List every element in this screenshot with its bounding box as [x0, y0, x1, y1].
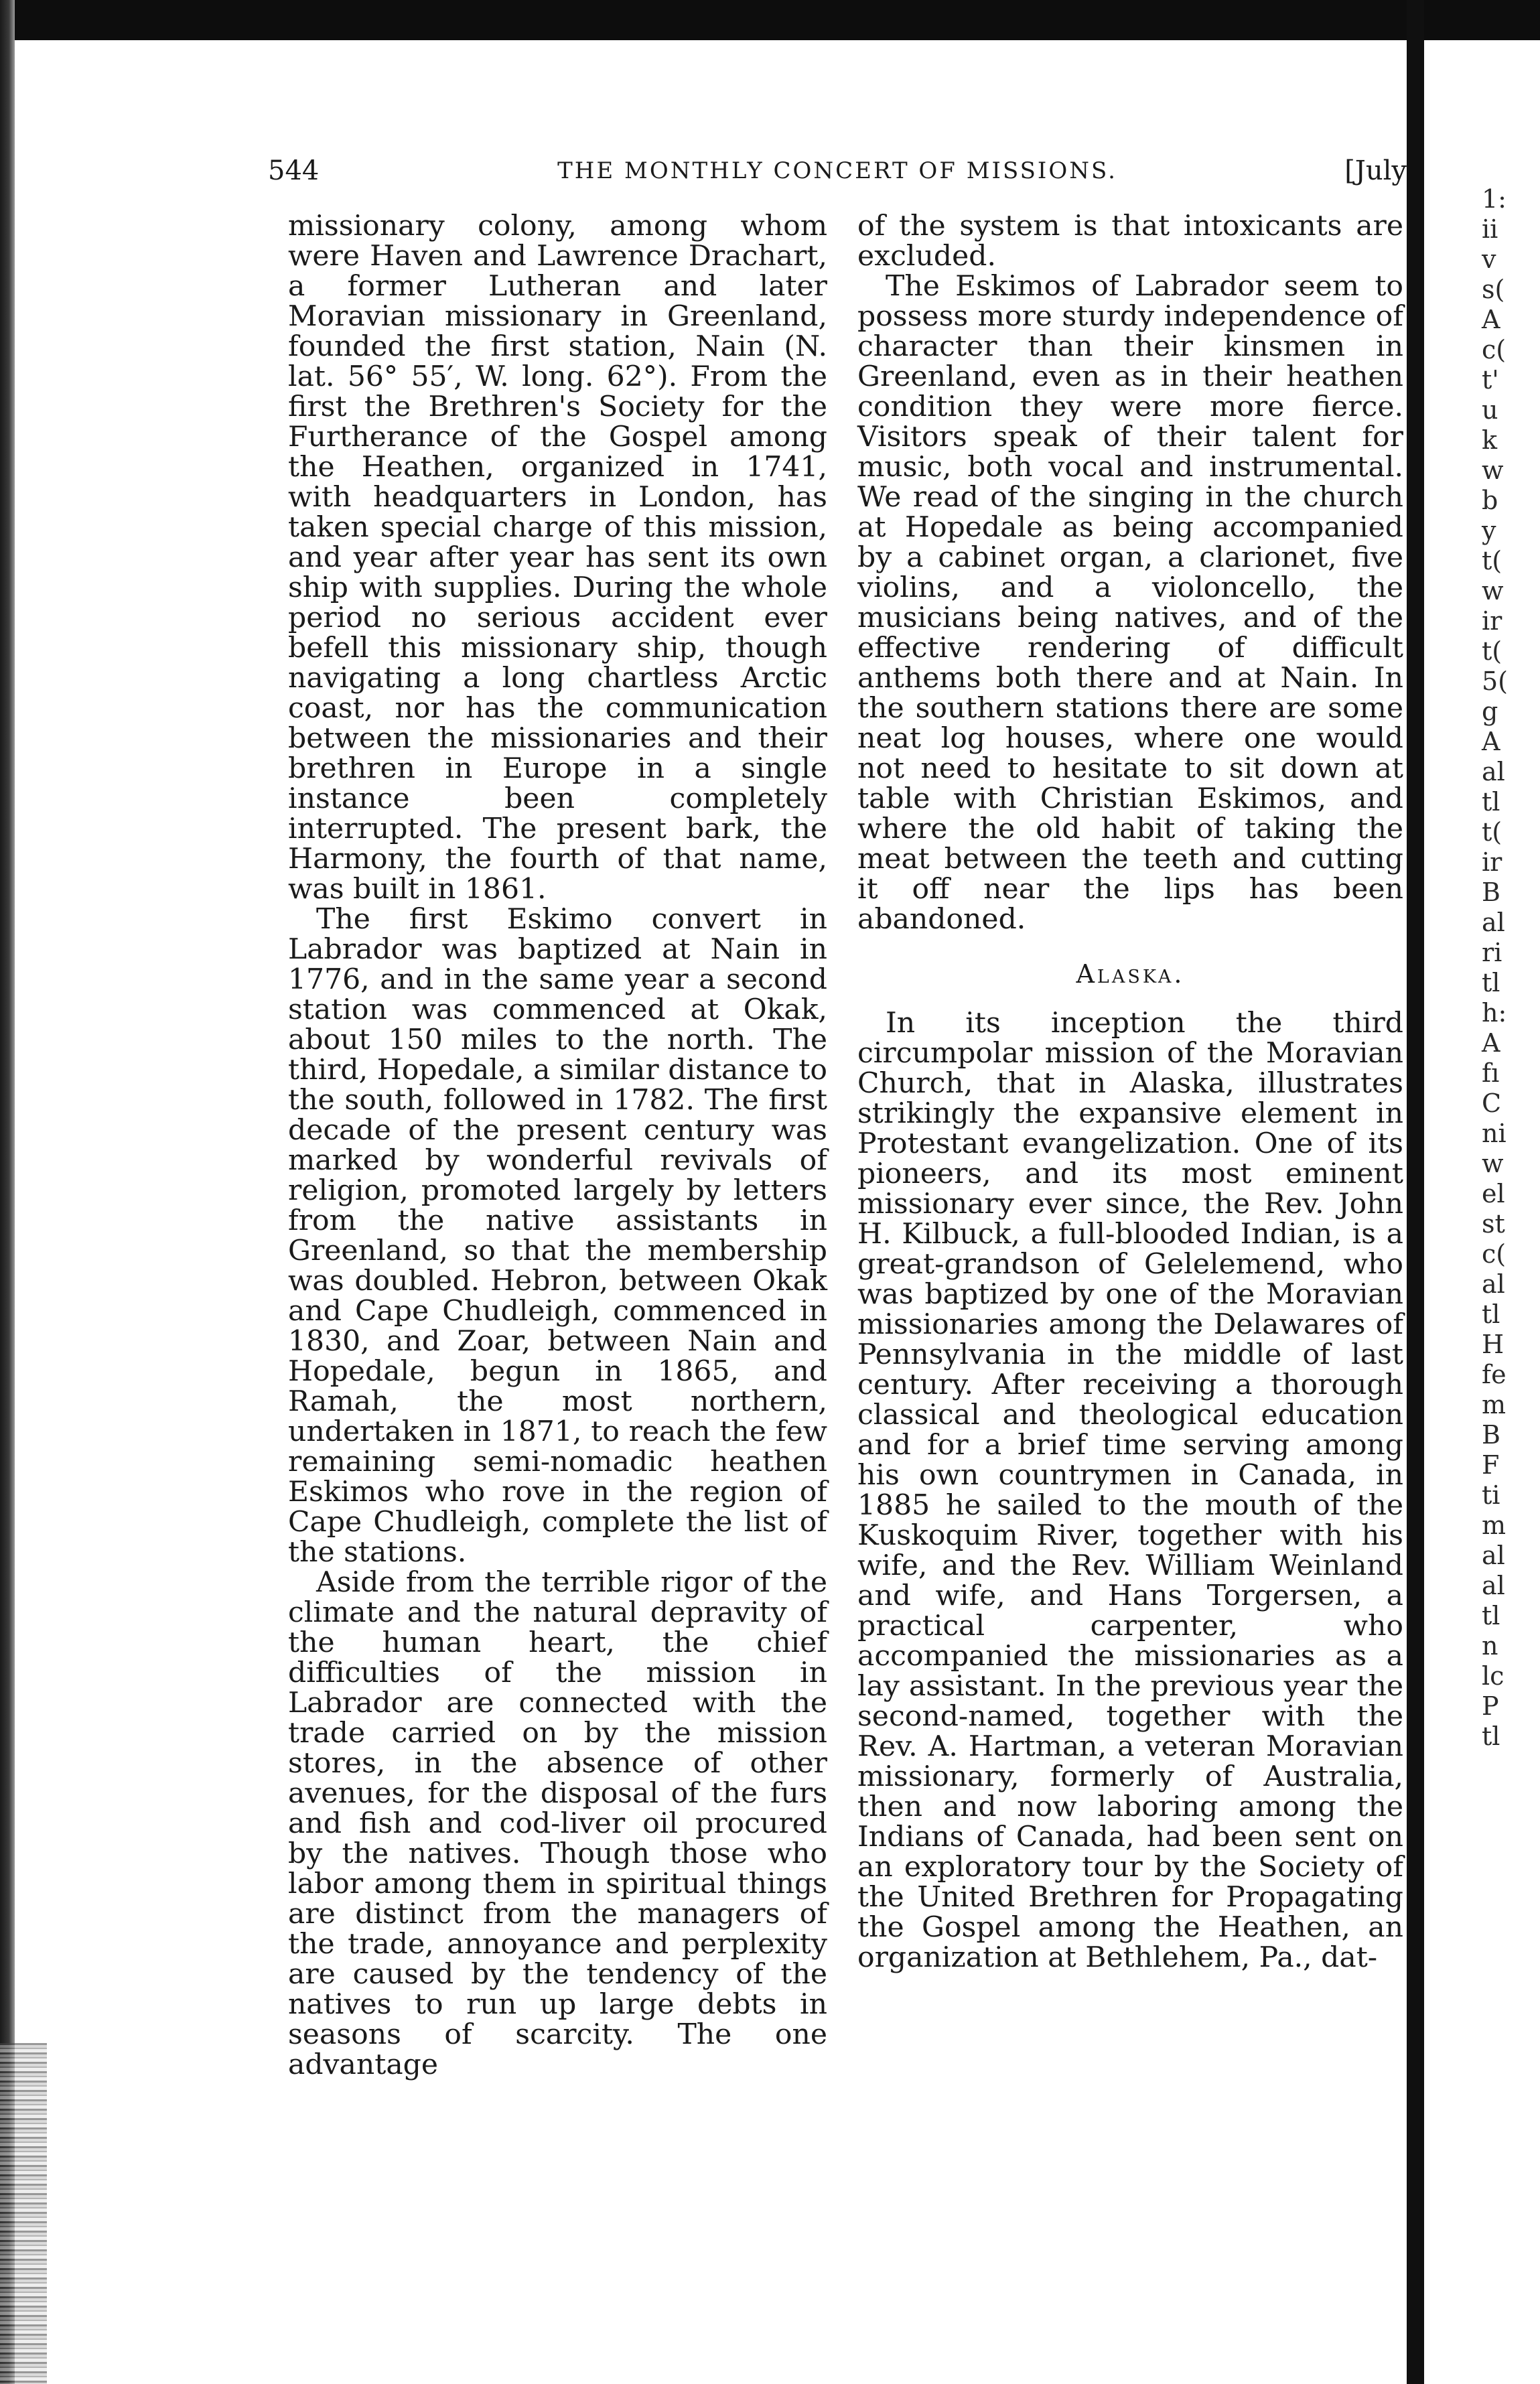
adjacent-page-fragment: H: [1482, 1330, 1504, 1359]
adjacent-page-fragment: lc: [1482, 1661, 1504, 1691]
adjacent-page-fragment: tl: [1482, 1601, 1500, 1630]
paragraph: The Eskimos of Labrador seem to possess more sturdy independence of character than their kinsmen in Greenland, even as in their heathen condition they were more fierce. Visitors speak of their talent for music, both vocal and instrumental. We read of the singing in the church at Hopedale as being accompanied by a cabinet organ, a clarionet, five violins, and a violoncello, the musicians being natives, and of the effective rendering of difficult anthems both there and at Nain. In the southern stations there are some neat log houses, where one would not need to hesitate to sit down at table with Christian Eskimos, and where the old habit of taking the meat between the teeth and cutting it off near the lips has been abandoned.: [857, 270, 1403, 936]
running-title: THE MONTHLY CONCERT OF MISSIONS.: [557, 157, 1117, 184]
adjacent-page-fragment: st: [1482, 1209, 1505, 1239]
adjacent-page-fragment: B: [1482, 1420, 1500, 1450]
adjacent-page-fragment: fe: [1482, 1360, 1507, 1389]
adjacent-page-fragment: v: [1482, 244, 1496, 274]
adjacent-page-fragment: F: [1482, 1450, 1500, 1480]
adjacent-page-fragment: al: [1482, 908, 1505, 937]
adjacent-page-fragment: P: [1482, 1691, 1499, 1721]
page-number: 544: [268, 155, 320, 186]
adjacent-page-fragment: tl: [1482, 968, 1500, 997]
adjacent-page-fragment: n: [1482, 1631, 1498, 1661]
adjacent-page-fragment: al: [1482, 1571, 1505, 1600]
running-header: [268, 151, 1407, 191]
paragraph: of the system is that intoxicants are excluded.: [857, 210, 1403, 273]
adjacent-page-fragment: h:: [1482, 998, 1507, 1028]
adjacent-page-fragment: tl: [1482, 787, 1500, 817]
adjacent-page-fragment: w: [1482, 1149, 1504, 1178]
paragraph: In its inception the third circumpolar mission of the Moravian Church, that in Alaska, illustrates strikingly the expansive element in Protestant evangelization. One of its pioneers, and its most eminent missionary ever since, the Rev. John H. Kilbuck, a full-blooded Indian, is a great-grandson of Gelelemend, who was baptized by one of the Moravian missionaries among the Delawares of Pennsylvania in the middle of last century. After receiving a thorough classical and theological education and for a brief time serving among his own countrymen in Canada, in 1885 he sailed to the mouth of the Kuskoquim River, together with his wife, and the Rev. William Weinland and wife, and Hans Torgersen, a practical carpenter, who accompanied the missionaries as a lay assistant. In the previous year the second-named, together with the Rev. A. Hartman, a veteran Moravian missionary, formerly of Australia, then and now laboring among the Indians of Canada, had been sent on an exploratory tour by the Society of the United Brethren for Propagating the Gospel among the Heathen, an organization at Bethlehem, Pa., dat-: [857, 1007, 1403, 1974]
scan-left-edge: [0, 0, 15, 2384]
right-column: [857, 211, 1403, 1973]
adjacent-page-fragment: al: [1482, 757, 1505, 786]
page: [268, 0, 1407, 2384]
page-gutter: [1407, 0, 1424, 2384]
adjacent-page-fragment: ti: [1482, 1480, 1500, 1510]
adjacent-page-fragment: t(: [1482, 546, 1502, 575]
adjacent-page-fragment: w: [1482, 455, 1504, 485]
adjacent-page-fragment: t': [1482, 365, 1499, 395]
adjacent-page-fragment: al: [1482, 1541, 1505, 1570]
adjacent-page-fragment: ir: [1482, 606, 1502, 636]
adjacent-page-fragment: u: [1482, 395, 1498, 425]
adjacent-page-fragment: ii: [1482, 214, 1498, 244]
adjacent-page-fragment: ir: [1482, 847, 1502, 877]
adjacent-page-fragment: b: [1482, 486, 1498, 515]
left-column: [288, 211, 827, 2080]
adjacent-page-fragment: fı: [1482, 1058, 1500, 1088]
adjacent-page-fragment: 5(: [1482, 667, 1509, 696]
adjacent-page-fragment: c(: [1482, 335, 1507, 364]
adjacent-page-fragment: t(: [1482, 636, 1502, 666]
adjacent-page-fragment: c(: [1482, 1239, 1507, 1269]
paragraph: missionary colony, among whom were Haven and Lawrence Drachart, a former Lutheran and later Moravian missionary in Greenland, founded the first station, Nain (N. lat. 56° 55′, W. long. 62°). From the first the Brethren's Society for the Furtherance of the Gospel among the Heathen, organized in 1741, with headquarters in London, has taken special charge of this mission, and year after year has sent its own ship with supplies. During the whole period no serious accident ever befell this missionary ship, though navigating a long chartless Arctic coast, nor has the communication between the missionaries and their brethren in Europe in a single instance been completely interrupted. The present bark, the Harmony, the fourth of that name, was built in 1861.: [288, 210, 827, 906]
adjacent-page-fragment: A: [1482, 1028, 1500, 1058]
adjacent-page-strip: [1424, 40, 1540, 2384]
adjacent-page-fragment: ri: [1482, 938, 1502, 967]
adjacent-page-fragment: tl: [1482, 1300, 1500, 1329]
adjacent-page-fragment: el: [1482, 1179, 1505, 1208]
adjacent-page-fragment: B: [1482, 878, 1500, 907]
running-month: [July: [1344, 155, 1407, 186]
adjacent-page-fragment: m: [1482, 1511, 1507, 1540]
adjacent-page-fragment: A: [1482, 727, 1500, 756]
adjacent-page-fragment: ni: [1482, 1119, 1507, 1148]
adjacent-page-fragment: t(: [1482, 817, 1502, 847]
adjacent-page-fragment: y: [1482, 516, 1496, 545]
scan-edge-noise: [0, 2043, 47, 2384]
section-heading: Alaska.: [1076, 959, 1185, 989]
paragraph: Aside from the terrible rigor of the climate and the natural depravity of the human heart, the chief difficulties of the mission in Labrador are connected with the trade carried on by the mission stores, in the absence of other avenues, for the disposal of the furs and fish and cod-liver oil procured by the natives. Though those who labor among them in spiritual things are distinct from the managers of the trade, annoyance and perplexity are caused by the tendency of the natives to run up large debts in seasons of scarcity. The one advantage: [288, 1566, 827, 2081]
adjacent-page-fragment: tl: [1482, 1722, 1500, 1751]
adjacent-page-fragment: k: [1482, 425, 1498, 455]
adjacent-page-fragment: C: [1482, 1089, 1502, 1118]
adjacent-page-fragment: m: [1482, 1390, 1507, 1419]
adjacent-page-fragment: s(: [1482, 275, 1505, 304]
adjacent-page-fragment: g: [1482, 697, 1498, 726]
adjacent-page-fragment: w: [1482, 576, 1504, 606]
adjacent-page-fragment: A: [1482, 305, 1500, 334]
adjacent-page-fragment: al: [1482, 1269, 1505, 1299]
paragraph: The first Eskimo convert in Labrador was baptized at Nain in 1776, and in the same year a second station was commenced at Okak, about 150 miles to the north. The third, Hopedale, a similar distance to the south, followed in 1782. The first decade of the present century was marked by wonderful revivals of religion, promoted largely by letters from the native assistants in Greenland, so that the membership was doubled. Hebron, between Okak and Cape Chudleigh, commenced in 1830, and Zoar, between Nain and Hopedale, begun in 1865, and Ramah, the most northern, undertaken in 1871, to reach the few remaining semi-nomadic heathen Eskimos who rove in the region of Cape Chudleigh, complete the list of the stations.: [288, 903, 827, 1569]
adjacent-page-fragment: 1:: [1482, 184, 1507, 214]
